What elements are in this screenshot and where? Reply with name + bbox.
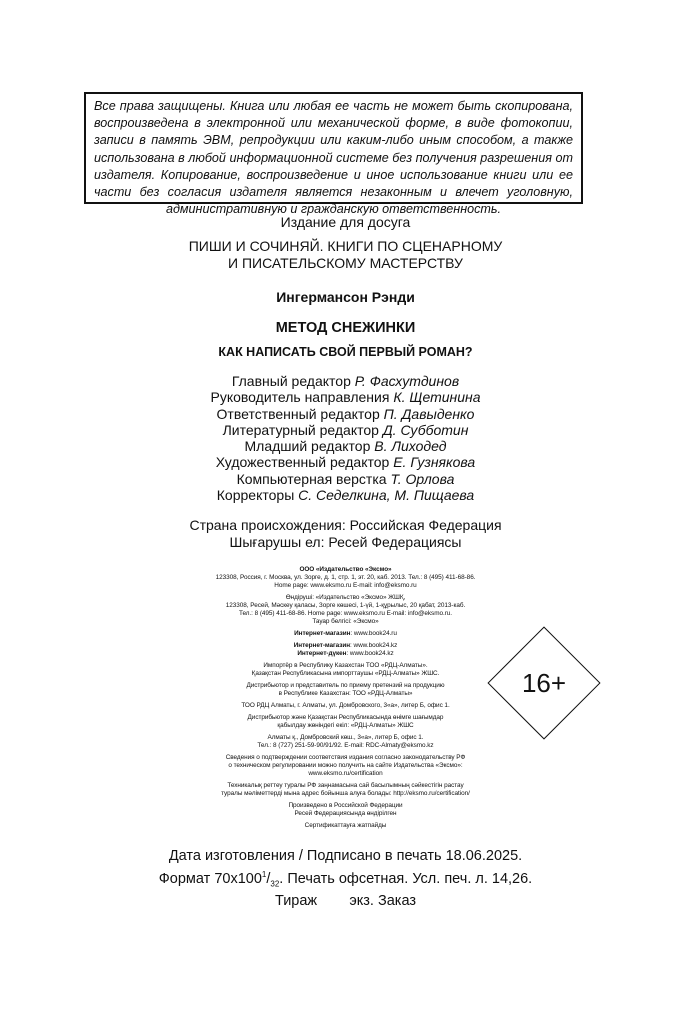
publisher-web: Home page: www.eksmo.ru E-mail: info@eksmo.ru xyxy=(274,582,417,589)
publisher-web-kz: Тел.: 8 (495) 411-68-86. Home page: www.eksmo.ru E-mail: info@eksmo.ru. xyxy=(238,610,453,617)
book-title: МЕТОД СНЕЖИНКИ xyxy=(275,320,416,336)
age-rating: 16+ xyxy=(521,667,567,698)
country-ru: Страна происхождения: Российская Федерация xyxy=(189,517,502,533)
rights-notice: Все права защищены. Книга или любая ее часть не может быть скопирована, воспроизведена в электронной или механической форме, в виде фотокопии, записи в память ЭВМ, репродукции или каким-либо иным способом, а также использована в любой информационной системе без получения разрешения от издателя. Копирование, воспроизведение и иное использование книги или ее части без согласия издателя является незаконным и влечет уголовную, административную и гражданскую ответственность. xyxy=(84,92,583,204)
publisher-address-kz: 123308, Ресей, Мәскеу қаласы, Зорге көшесі, 1-үй, 1-құрылыс, 20 қабат, 2013-каб. xyxy=(225,602,466,609)
distributor-kz-2: қабылдау жөніндегі екіл: «РДЦ-Алматы» ЖШС xyxy=(277,722,414,729)
distributor-kz-phone: Тел.: 8 (727) 251-59-90/91/92. E-mail: RDC-Almaty@eksmo.kz xyxy=(257,742,434,749)
series-line-1: ПИШИ И СОЧИНЯЙ. КНИГИ ПО СЦЕНАРНОМУ xyxy=(188,238,503,254)
staff-list xyxy=(0,373,691,503)
staff-name: К. Щетинина xyxy=(393,389,481,406)
staff-role: Литературный редактор xyxy=(222,421,379,438)
staff-name: Д. Субботин xyxy=(382,421,469,438)
staff-role: Младший редактор xyxy=(244,438,371,455)
staff-name: Р. Фасхутдинов xyxy=(354,373,460,389)
certification-kz-1: Техникалық реттеу туралы РФ заңнамасына сай басылымның сәйкестігін растау xyxy=(227,782,464,789)
distributor-ru-2: в Республике Казахстан: ТОО «РДЦ-Алматы» xyxy=(278,690,413,697)
staff-role: Ответственный редактор xyxy=(216,405,380,422)
certification-kz-2: туралы мәліметтерді мына адрес бойынша алуға болады: http://eksmo.ru/certification/ xyxy=(221,790,470,797)
staff-row xyxy=(0,389,691,405)
trademark: Тауар белгісі: «Эксмо» xyxy=(312,618,379,625)
certification-ru-1: Сведения о подтверждении соответствия издания согласно законодательству РФ xyxy=(225,754,466,761)
online-shop-ru: Интернет-магазин: www.book24.ru xyxy=(294,630,397,637)
staff-row xyxy=(0,471,691,487)
staff-role: Корректоры xyxy=(216,487,295,504)
author: Ингермансон Рэнди xyxy=(276,289,415,305)
made-in-kz: Ресей Федерациясында өндірілген xyxy=(294,810,397,817)
importer-ru: Импортёр в Республику Казахстан ТОО «РДЦ-Алматы». xyxy=(263,662,428,669)
made-in-ru: Произведено в Российской Федерации xyxy=(288,802,403,809)
series-title xyxy=(0,238,691,272)
distributor-ru-1: Дистрибьютор и представитель по приему претензий на продукцию xyxy=(246,682,445,689)
distributor-ru-address: ТОО РДЦ Алматы, г. Алматы, ул. Домбровского, 3«а», литер Б, офис 1. xyxy=(241,702,450,709)
country-of-origin xyxy=(0,517,691,551)
certification-not-required: Сертификаттауға жатпайды xyxy=(304,822,387,829)
importer-kz: Қазақстан Республикасына импорттаушы «РДЦ-Алматы» ЖШС. xyxy=(251,670,440,677)
production-date: Дата изготовления / Подписано в печать 18.06.2025. xyxy=(168,848,523,864)
format-line: Формат $70x100^1/_{32}$. Печать офсетная. Усл. печ. л. 14,26. xyxy=(158,869,533,889)
country-kz: Шығарушы ел: Ресей Федерациясы xyxy=(229,534,462,550)
certification-ru-3: www.eksmo.ru/certification xyxy=(308,770,383,777)
book-subtitle: КАК НАПИСАТЬ СВОЙ ПЕРВЫЙ РОМАН? xyxy=(218,345,473,359)
online-shop-kz: Интернет-магазин: www.book24.kz xyxy=(293,642,398,649)
staff-name: С. Седелкина, М. Пищаева xyxy=(298,487,475,504)
print-details xyxy=(0,848,691,910)
online-shop-kz-kaz: Интернет-дүкен: www.book24.kz xyxy=(297,650,394,657)
staff-row xyxy=(0,487,691,503)
staff-row xyxy=(0,454,691,470)
staff-row xyxy=(0,422,691,438)
print-run: Тираж экз. Заказ xyxy=(274,892,417,909)
staff-role: Компьютерная верстка xyxy=(236,470,387,487)
staff-name: Т. Орлова xyxy=(390,470,455,487)
staff-name: П. Давыденко xyxy=(383,405,475,422)
edition-type: Издание для досуга xyxy=(280,214,411,230)
staff-role: Художественный редактор xyxy=(215,454,390,471)
staff-row xyxy=(0,406,691,422)
staff-row xyxy=(0,373,691,389)
publisher-address: 123308, Россия, г. Москва, ул. Зорге, д. 1, стр. 1, эт. 20, каб. 2013. Тел.: 8 (495) 411-68-86. xyxy=(215,574,476,581)
staff-role: Руководитель направления xyxy=(210,389,390,406)
publisher-name-kz: Өндіруші: «Издательство «Эксмо» ЖШҚ, xyxy=(285,594,406,601)
publisher-name: ООО «Издательство «Эксмо» xyxy=(299,566,392,573)
age-rating-badge xyxy=(487,626,601,740)
staff-name: В. Лиходед xyxy=(374,438,447,455)
staff-role: Главный редактор xyxy=(231,373,351,389)
staff-row xyxy=(0,438,691,454)
series-line-2: И ПИСАТЕЛЬСКОМУ МАСТЕРСТВУ xyxy=(228,255,463,271)
distributor-kz-address: Алматы қ., Домбровский көш., 3«а», литер Б, офис 1. xyxy=(267,734,424,741)
distributor-kz-1: Дистрибьютор және Қазақстан Республикасында өнімге шағымдар xyxy=(247,714,444,721)
staff-name: Е. Гузнякова xyxy=(393,454,476,471)
certification-ru-2: о техническом регулировании можно получить на сайте Издательства «Эксмо»: xyxy=(228,762,463,769)
